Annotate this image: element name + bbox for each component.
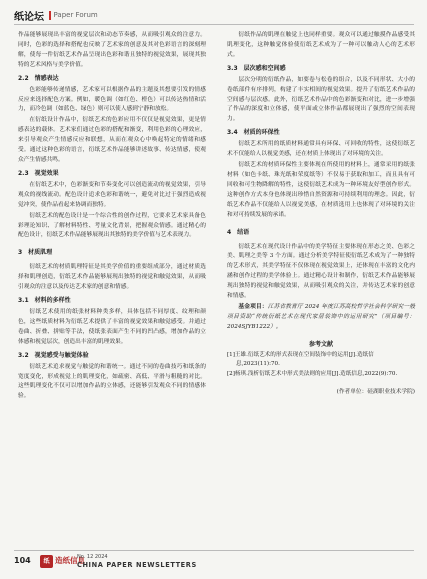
author-affiliation: (作者单位：硅湖职业技术学院) [336,389,415,396]
page-number: 104 [14,556,31,565]
paragraph: 衍纸作品的肌理在触觉上也同样重要。观众可以通过触摸作品感受其肌理变化，这种触觉体验使衍纸艺术成为了一种可以触动人心的艺术形式。 [227,32,415,58]
fund-label: 基金项目： [238,303,268,310]
header-rule [14,24,414,25]
section-heading-3-4: 3.4 材质的环保性 [227,129,280,137]
paragraph: 衍纸艺术所用的纸质材料通常具有环保、可回收的特性，这使衍纸艺术不仅能给人以视觉美感，还在材质上体现出了对环境的关注。 [227,141,415,158]
fund-note [227,303,415,333]
paragraph: 在衍纸设计作品中，衍纸艺术的色彩应用不仅仅是视觉效果，更是情感表达的载体。艺术家们通过色彩的搭配和渐变，利用色彩的心理效应，来引导观众产生情感反应和联想，从而在观众心中唤起特定的情绪和感受。通过这种色彩的语言，衍纸艺术作品能够讲述故事、传达情感，使观众产生情感共鸣。 [18,117,206,163]
paragraph: 衍纸艺术在现代设计作品中的美学特征主要体现在形态之美、色彩之美、肌理之美等 3 个方面。通过分析美学特征使衍纸艺术成为了一种独特的艺术形式，其美学特征不仅体现在视觉效果上，还体现在丰富的文化内涵和创作过程的美学体验上。通过精心设计和制作，衍纸艺术作品能够展现出独特的视觉和触觉效果，从而吸引观众的关注，并传达艺术家的创意和情感。 [227,243,415,300]
page-header [14,7,414,23]
section-heading-3-3: 3.3 层次感和空间感 [227,64,286,72]
paragraph: 色彩能够传递情感，艺术家可以根据作品的主题及其想要引发的情感反应来选择配色方案。例如，暖色调（如红色、橙色）可以传达热情和活力，而冷色调（如蓝色、绿色）则可以使人感到宁静和放松。 [18,86,206,113]
header-divider [49,11,51,20]
paragraph: 衍纸艺术的材质肌理特征是其美学价值的重要组成部分，通过材质选择和肌理创造，衍纸艺术作品能够展现出独特的视觉和触觉效果，从而吸引观众的注意以及传达艺术家的创意和情感。 [18,264,206,291]
paragraph: 在衍纸艺术中，色彩渐变和节奏变化可以创造流动的视觉效果，引导观众的视线流动。配色设计追求色彩和谐统一，避免对比过于强烈造成视觉冲突，使作品看起来协调而独特。 [18,181,206,208]
section-heading-4: 4 结语 [227,228,250,236]
footer-rule [14,550,414,551]
paragraph: 层次分明的衍纸作品，如要卷与松卷的组合，以及不同形状、大小的卷纸部件有序排列，构建了丰实相间的视觉效果。提升了衍纸艺术作品的空间感与层次感。此外，衍纸艺术作品中的色彩渐变和对比，进一步增强了作品的深度和立体感，使平面或立体作品都展现出了强烈的空间表现力。 [227,76,415,123]
section-heading-3: 3 材质肌理 [18,249,53,257]
header-subtitle: Paper Forum [53,11,98,19]
left-column [18,31,206,403]
magazine-english-name: CHINA PAPER NEWSLETTERS [77,561,197,569]
paragraph: 衍纸艺术的材质环保性主要体现在所使用的材料上，通常采用的纸张材料（如色卡纸、珠光纸和荣度纸等）不仅易于获取和加工，而且具有可回收和可生物降解的特性，这使衍纸艺术成为一种环境友好型创作形式。这种创作方式本身也体现出珍惜自然资源和可持续利用的理念。因此，衍纸艺术作品不仅能给人以视觉美感，在材质选用上也体现了对环境的关注和对可持续发展的承诺。 [227,162,415,218]
issue-number: No. 12 2024 [77,554,108,560]
section-heading-3-2: 3.2 视觉感受与触觉体验 [18,351,89,359]
paragraph: 作品能够展现出丰富的视觉层次和动态节奏感，从而吸引观众的注意力。同时，色彩的选择和搭配也反映了艺术家的创意及其对色彩语言的深刻理解，使每一件衍纸艺术作品呈现出色彩和谐且独特的视觉效果，展现其独特的艺术风格与美学价值。 [18,32,206,68]
page-footer [14,550,414,572]
paragraph: 衍纸艺术追求视觉与触觉的和谐统一。通过不同的卷曲技巧和纸条的宽度变化，形成视觉上的肌理变化，如疏密、高低、平滑与粗糙的对比。这些肌理变化不仅可以增加作品的立体感，还能够引发观众不同的情感体验。 [18,363,206,400]
section-heading-2-2: 2.2 情感表达 [18,74,59,82]
paragraph: 衍纸艺术使用的纸张材料种类多样，具体包括不同厚度、纹理和颜色，这些纸质材料为衍纸艺术提供了丰富的视觉效果和触觉感受。并通过卷曲、折叠、拼贴等手法，使纸张表面产生不同的凹凸感，增加作品的立体感和视觉层次，创造出丰富的肌理效果。 [18,309,206,345]
right-column [227,31,415,397]
paragraph: 衍纸艺术的配色设计是一个综合性的创作过程，它要求艺术家具备色彩理论知识、了解材料特性、考量文化背景，把握观众情感。通过精心的配色设计，衍纸艺术作品能够展现出其独特的美学价值与艺术表现力。 [18,212,206,239]
magazine-logo-icon: 纸 [40,555,53,568]
header-title: 纸论坛 [14,11,44,23]
fund-text: 江苏省教育厅 2024 年度江苏高校哲学社会科学研究一般项目资助“传统衍纸艺术在现代家居装饰中的运用研究”（项目编号：2024SJYB1222）。 [227,303,416,330]
section-heading-3-1: 3.1 材料的多样性 [18,297,71,305]
magazine-name: 造纸信息 [55,556,85,565]
section-heading-2-3: 2.3 视觉效果 [18,169,59,177]
reference-item: [2]杨琪.浅析衍纸艺术中形式美法则的应用[J].造纸信息,2022(9):70. [227,371,398,378]
references-title: 参考文献 [308,340,333,348]
reference-item: [1]王雄.衍纸艺术的形式表现在空间装饰中的运用[J].造纸信息,2023(11):70. [227,351,374,368]
